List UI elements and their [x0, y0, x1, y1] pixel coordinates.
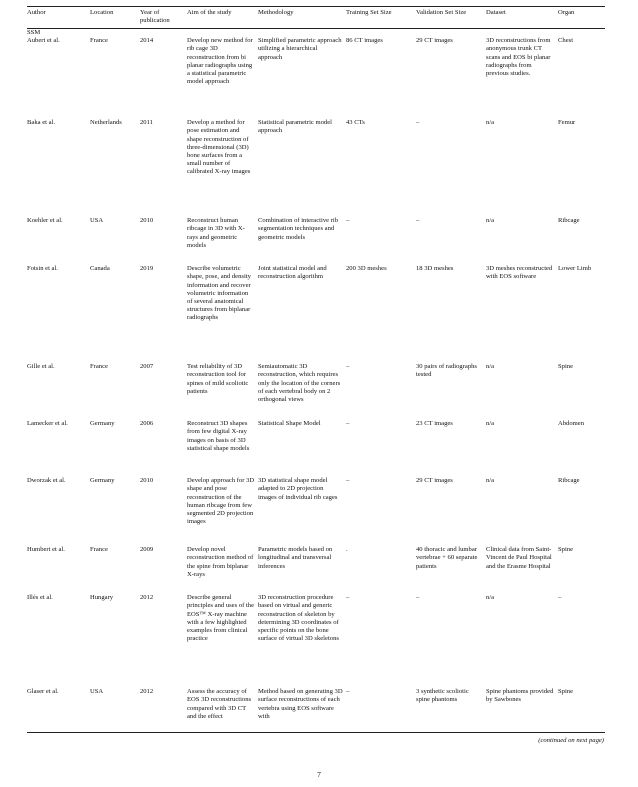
cell-aim: Develop a method for pose estimation and shape reconstruction of three-dimensional (3D) bone surfaces from a small number of calibrated X-ray images [187, 119, 251, 176]
page-number: 7 [317, 770, 321, 779]
cell-year: 2009 [140, 546, 154, 554]
cell-methodology: Statistical Shape Model [258, 420, 321, 428]
col-header-author: Author [27, 9, 46, 16]
cell-dataset: n/a [486, 363, 495, 371]
cell-author: Fotsin et al. [27, 265, 58, 273]
group-label: SSM [27, 29, 41, 36]
cell-training: – [346, 217, 350, 225]
cell-year: 2012 [140, 688, 154, 696]
cell-aim: Develop approach for 3D shape and pose reconstruction of the human ribcage from few segmented 2D projection images [187, 477, 255, 526]
cell-training: – [346, 477, 350, 485]
cell-validation: – [416, 594, 420, 602]
cell-methodology: Method based on generating 3D surface reconstructions of each vertebra using EOS software with [258, 688, 343, 720]
cell-validation: 30 pairs of radiographs tested [416, 363, 477, 379]
cell-methodology: Statistical parametric model approach [258, 119, 332, 135]
cell-aim: Describe general principles and uses of the EOS™ X-ray machine with a few highlighted examples from clinical practice [187, 594, 255, 643]
cell-validation: – [416, 217, 420, 225]
cell-year: 2012 [140, 594, 154, 602]
table-row [27, 688, 605, 752]
group-row [27, 29, 605, 38]
cell-location: Germany [90, 477, 115, 485]
cell-aim: Describe volumetric shape, pose, and density information and recover volumetric information of several anatomical structures from biplanar radiographs [187, 265, 251, 322]
cell-dataset: Clinical data from Saint-Vincent de Paul Hospital and the Erasme Hospital [486, 546, 552, 570]
cell-training: 200 3D meshes [346, 265, 387, 273]
cell-location: France [90, 363, 108, 371]
col-header-organ: Organ [558, 9, 575, 16]
col-header-year: Year of publication [140, 9, 170, 25]
cell-training: – [346, 363, 350, 371]
cell-organ: Chest [558, 37, 574, 45]
cell-validation: 18 3D meshes [416, 265, 454, 273]
cell-training: – [346, 688, 350, 696]
cell-author: Baka et al. [27, 119, 56, 127]
cell-methodology: Parametric models based on longitudinal and transversal inferences [258, 546, 333, 570]
cell-location: Canada [90, 265, 110, 273]
col-header-validation-set: Validation Set Size [416, 9, 467, 16]
cell-organ: Spine [558, 363, 574, 371]
cell-author: Dworzak et al. [27, 477, 66, 485]
cell-methodology: Semiautomatic 3D reconstruction, which requires only the location of the corners of each vertebral body on 2 orthogonal views [258, 363, 341, 404]
cell-validation: 29 CT images [416, 37, 453, 45]
cell-author: Humbert et al. [27, 546, 65, 554]
cell-year: 2006 [140, 420, 154, 428]
cell-dataset: n/a [486, 594, 495, 602]
cell-dataset: n/a [486, 119, 495, 127]
cell-author: Aubert et al. [27, 37, 60, 45]
cell-methodology: Combination of interactive rib segmentation techniques and geometric models [258, 217, 339, 241]
cell-organ: – [558, 594, 562, 602]
cell-training: 43 CTs [346, 119, 365, 127]
table-bottom-rule [27, 732, 605, 733]
cell-organ: Spine [558, 546, 574, 554]
cell-aim: Reconstruct human ribcage in 3D with X-rays and geometric models [187, 217, 245, 249]
cell-training: – [346, 420, 350, 428]
cell-location: Hungary [90, 594, 114, 602]
cell-aim: Reconstruct 3D shapes from few digital X-ray images on basis of 3D statistical shape models [187, 420, 250, 452]
table-row [27, 420, 605, 477]
cell-methodology: Joint statistical model and reconstruction algorithm [258, 265, 327, 281]
literature-table [27, 6, 605, 752]
cell-methodology: 3D reconstruction procedure based on virtual and generic reconstruction of skeleton by determining 3D coordinates of specific points on the bone surface of virtual 3D skeletons [258, 594, 339, 643]
cell-dataset: n/a [486, 477, 495, 485]
cell-methodology: 3D statistical shape model adapted to 2D projection images of individual rib cages [258, 477, 338, 501]
cell-training: 86 CT images [346, 37, 383, 45]
table-row [27, 594, 605, 688]
cell-validation: 29 CT images [416, 477, 453, 485]
table-row [27, 546, 605, 594]
cell-author: Lamecker et al. [27, 420, 68, 428]
cell-validation: – [416, 119, 420, 127]
cell-location: USA [90, 217, 104, 225]
cell-validation: 23 CT images [416, 420, 453, 428]
cell-aim: Assess the accuracy of EOS 3D reconstructions compared with 3D CT and the effect [187, 688, 252, 720]
cell-year: 2019 [140, 265, 154, 273]
col-header-methodology: Methodology [258, 9, 294, 16]
cell-organ: Ribcage [558, 477, 580, 485]
cell-location: Germany [90, 420, 115, 428]
cell-year: 2011 [140, 119, 153, 127]
cell-methodology: Simplified parametric approach utilizing a hierarchical approach [258, 37, 342, 61]
cell-author: Koehler et al. [27, 217, 63, 225]
cell-training: . [346, 546, 348, 554]
cell-organ: Spine [558, 688, 574, 696]
cell-author: Gille et al. [27, 363, 55, 371]
table-row [27, 477, 605, 546]
continued-note: (continued on next page) [538, 737, 604, 744]
cell-dataset: n/a [486, 217, 495, 225]
cell-location: France [90, 37, 108, 45]
table-row [27, 217, 605, 265]
col-header-training-set: Training Set Size [346, 9, 392, 16]
cell-year: 2007 [140, 363, 154, 371]
cell-year: 2014 [140, 37, 154, 45]
cell-dataset: Spine phantoms provided by Sawbones [486, 688, 554, 704]
cell-training: – [346, 594, 350, 602]
col-header-aim: Aim of the study [187, 9, 232, 16]
cell-organ: Lower Limb [558, 265, 592, 273]
col-header-location: Location [90, 9, 114, 16]
cell-year: 2010 [140, 477, 154, 485]
cell-aim: Test reliability of 3D reconstruction tool for spines of mild scoliotic patients [187, 363, 249, 395]
cell-author: Illés et al. [27, 594, 53, 602]
cell-dataset: 3D reconstructions from anonymous trunk CT scans and EOS bi planar radiographs from previous studies. [486, 37, 551, 78]
cell-author: Glaser et al. [27, 688, 59, 696]
cell-location: France [90, 546, 108, 554]
table-row [27, 363, 605, 420]
cell-organ: Femur [558, 119, 576, 127]
table-header-row [27, 7, 605, 29]
cell-validation: 40 thoracic and lumbar vertebrae + 60 separate patients [416, 546, 478, 570]
cell-validation: 3 synthetic scoliotic spine phantoms [416, 688, 469, 704]
cell-location: Netherlands [90, 119, 122, 127]
cell-organ: Ribcage [558, 217, 580, 225]
cell-aim: Develop novel reconstruction method of the spine from biplanar X-rays [187, 546, 254, 578]
cell-aim: Develop new method for rib cage 3D reconstruction from bi planar radiographs using a statistical parametric model approach [187, 37, 253, 86]
cell-year: 2010 [140, 217, 154, 225]
table-row [27, 119, 605, 217]
cell-dataset: 3D meshes reconstructed with EOS software [486, 265, 553, 281]
cell-organ: Abdomen [558, 420, 585, 428]
cell-location: USA [90, 688, 104, 696]
col-header-dataset: Dataset [486, 9, 506, 16]
table-row [27, 265, 605, 363]
table-row [27, 37, 605, 119]
cell-dataset: n/a [486, 420, 495, 428]
